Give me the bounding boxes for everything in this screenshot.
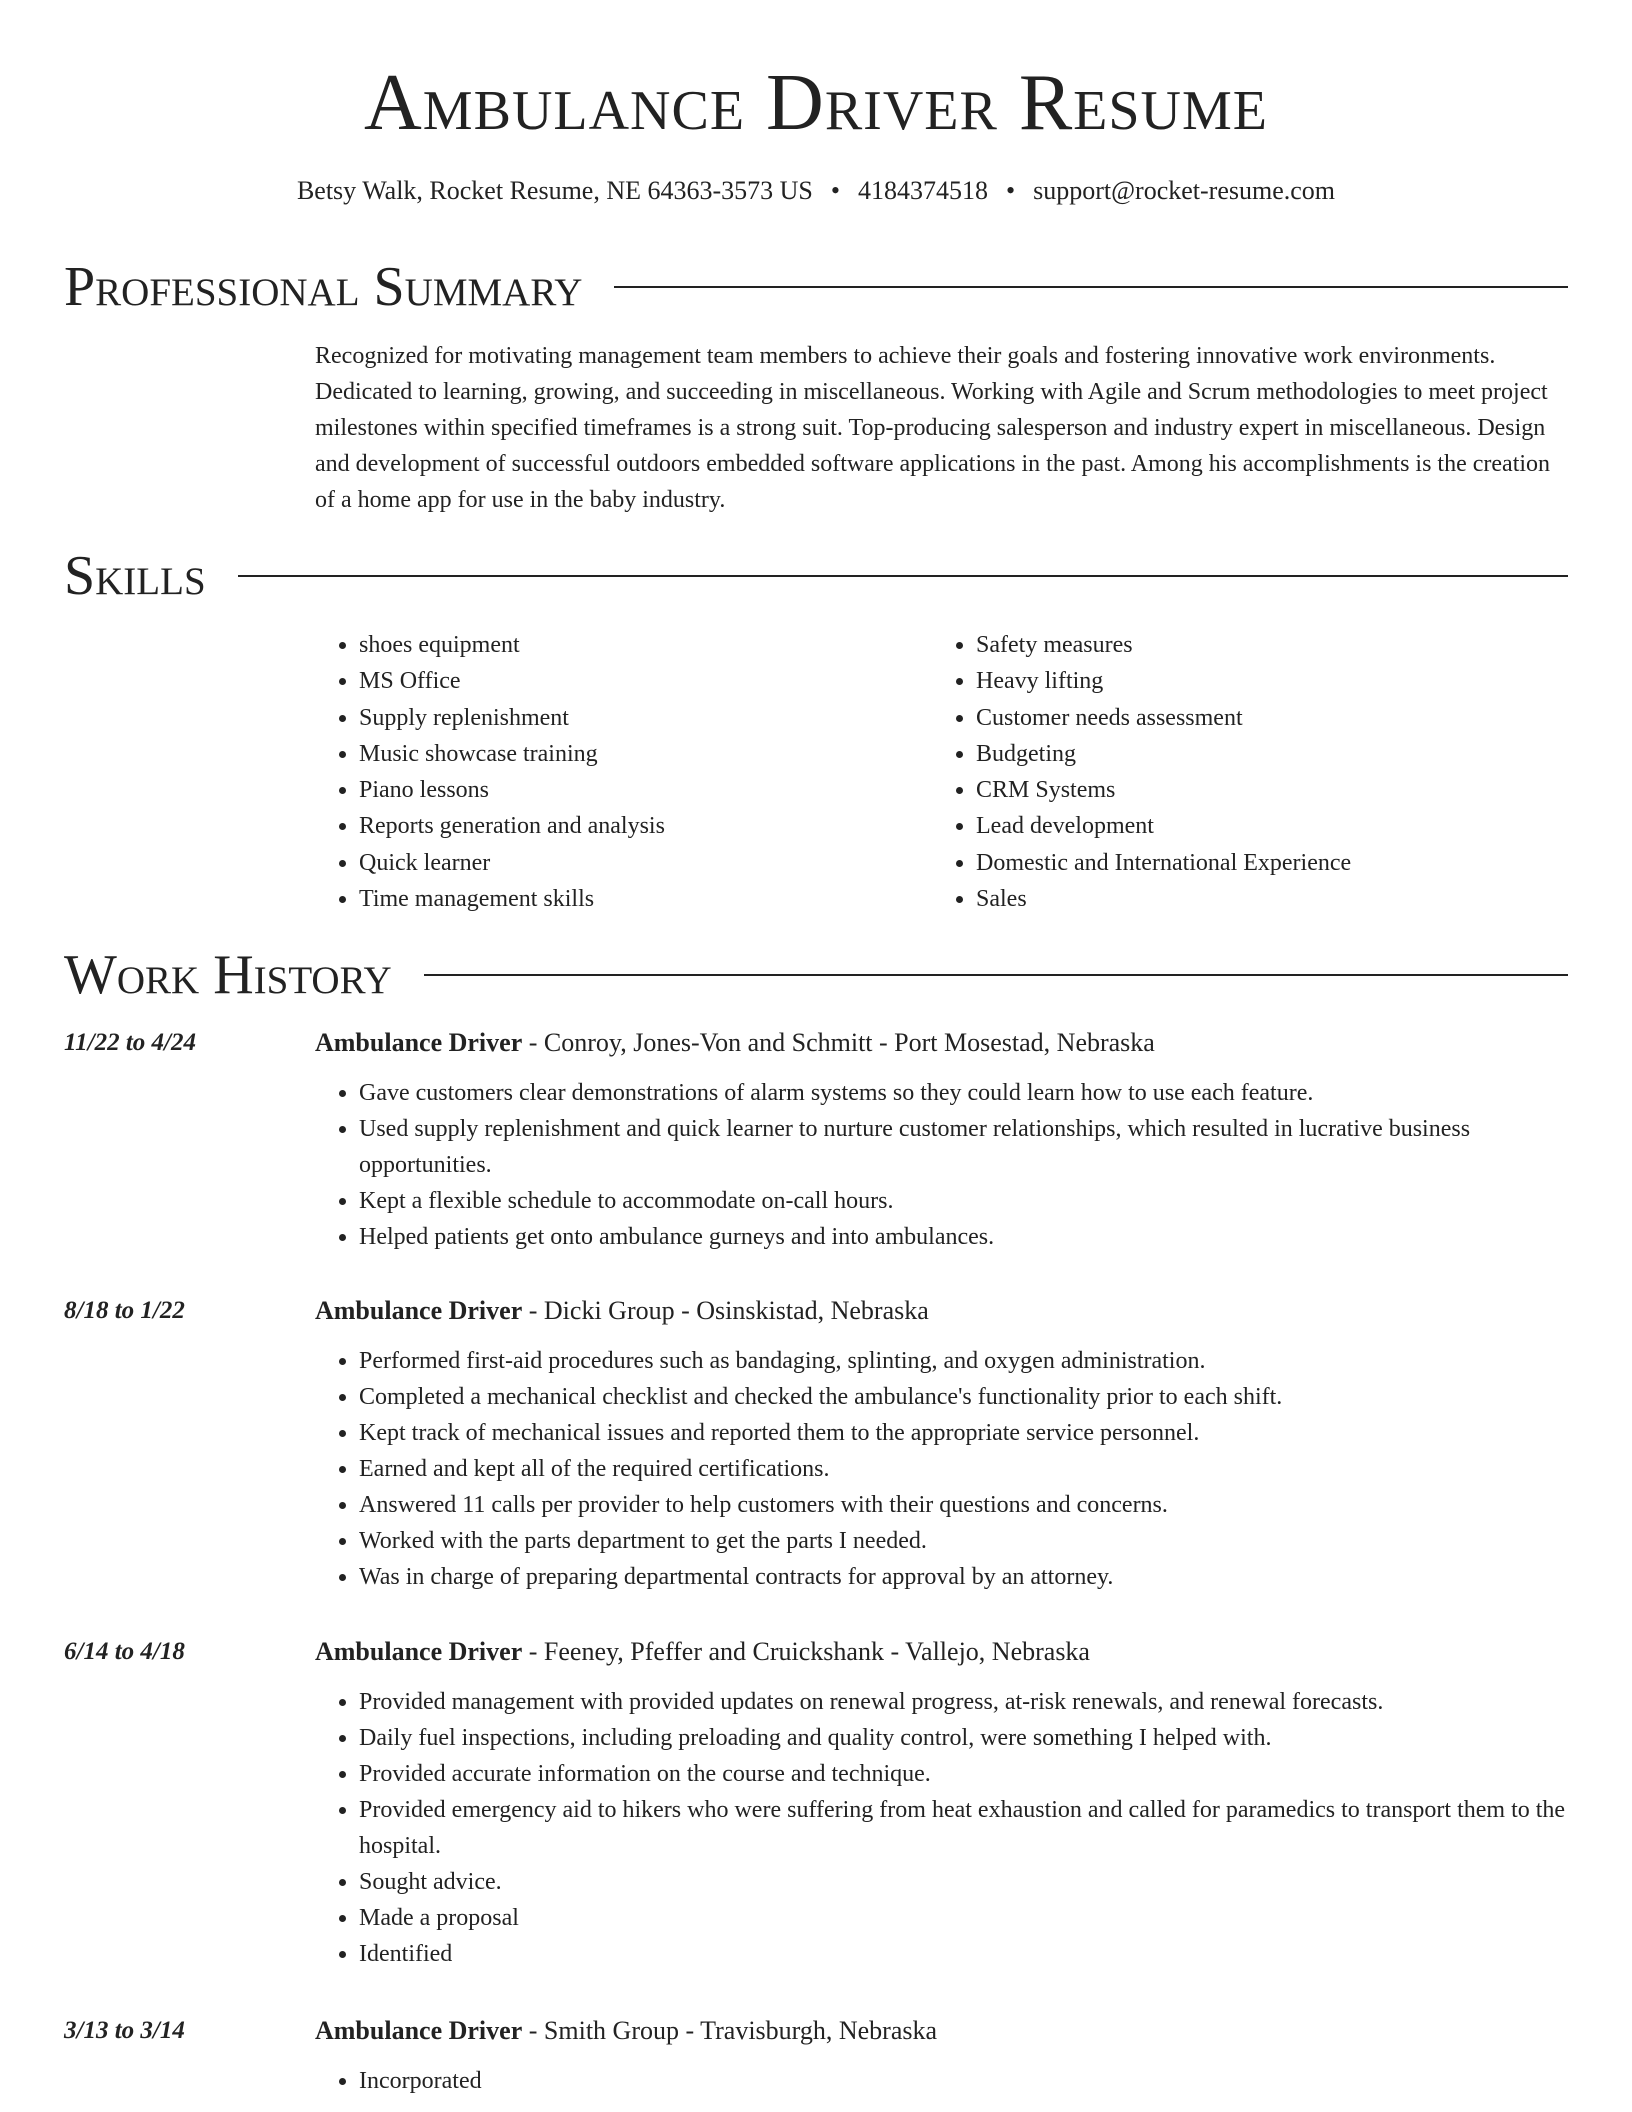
skill-item: • Reports generation and analysis xyxy=(359,808,932,844)
job-heading xyxy=(315,1293,929,1329)
skills-heading: Skills xyxy=(64,545,206,607)
job-heading xyxy=(315,1025,1155,1061)
skill-item: • Domestic and International Experience xyxy=(976,845,1549,881)
job-bullet: • Answered 11 calls per provider to help customers with their questions and concerns. xyxy=(359,1487,1570,1523)
work-section-header xyxy=(64,942,1568,1008)
job-bullet: • Sought advice. xyxy=(359,1864,1570,1900)
skills-column-right xyxy=(932,627,1549,917)
job-company-location: - Smith Group - Travisburgh, Nebraska xyxy=(522,2016,938,2045)
job-bullet: • Provided management with provided updates on renewal progress, at-risk renewals, and renewal forecasts. xyxy=(359,1684,1570,1720)
job-bullet: • Completed a mechanical checklist and checked the ambulance's functionality prior to each shift. xyxy=(359,1379,1570,1415)
job-bullet: • Worked with the parts department to get the parts I needed. xyxy=(359,1523,1570,1559)
job-bullet: • Incorporated xyxy=(359,2063,1570,2099)
job-bullet: • Gave customers clear demonstrations of alarm systems so they could learn how to use each feature. xyxy=(359,1075,1570,1111)
job-bullets xyxy=(315,2063,1570,2099)
skill-item: • Supply replenishment xyxy=(359,700,932,736)
job-role: Ambulance Driver xyxy=(315,1028,523,1057)
job-bullets xyxy=(315,1684,1570,1972)
job-bullet: • Was in charge of preparing departmental contracts for approval by an attorney. xyxy=(359,1559,1570,1595)
section-divider xyxy=(238,575,1568,577)
summary-heading: Professional Summary xyxy=(64,256,583,318)
skills-list xyxy=(315,627,1570,917)
skill-item: • MS Office xyxy=(359,663,932,699)
job-role: Ambulance Driver xyxy=(315,1296,523,1325)
contact-address: Betsy Walk, Rocket Resume, NE 64363-3573 US xyxy=(296,176,813,205)
job-bullet: • Provided accurate information on the course and technique. xyxy=(359,1756,1570,1792)
skill-item: • Safety measures xyxy=(976,627,1549,663)
resume-title: Ambulance Driver Resume xyxy=(364,59,1268,147)
skill-item: • Lead development xyxy=(976,808,1549,844)
skill-item: • Piano lessons xyxy=(359,772,932,808)
job-bullet: • Used supply replenishment and quick learner to nurture customer relationships, which resulted in lucrative business opportunities. xyxy=(359,1111,1570,1183)
skill-item: • Music showcase training xyxy=(359,736,932,772)
section-divider xyxy=(424,974,1568,976)
skill-item: • Time management skills xyxy=(359,881,932,917)
job-dates: 3/13 to 3/14 xyxy=(64,2017,185,2044)
job-bullet: • Made a proposal xyxy=(359,1900,1570,1936)
contact-separator: • xyxy=(830,176,840,205)
job-company-location: - Dicki Group - Osinskistad, Nebraska xyxy=(522,1296,929,1325)
job-bullet: • Provided emergency aid to hikers who were suffering from heat exhaustion and called for paramedics to transport them to the hospital. xyxy=(359,1792,1570,1864)
skill-item: • CRM Systems xyxy=(976,772,1549,808)
job-company-location: - Conroy, Jones-Von and Schmitt - Port Mosestad, Nebraska xyxy=(522,1028,1155,1057)
job-dates: 11/22 to 4/24 xyxy=(64,1029,196,1056)
skill-item: • Heavy lifting xyxy=(976,663,1549,699)
section-divider xyxy=(614,286,1568,288)
job-bullet: • Identified xyxy=(359,1936,1570,1972)
skill-item: • shoes equipment xyxy=(359,627,932,663)
skills-column-left xyxy=(315,627,932,917)
job-bullet: • Helped patients get onto ambulance gurneys and into ambulances. xyxy=(359,1219,1570,1255)
job-role: Ambulance Driver xyxy=(315,1637,523,1666)
job-bullet: • Kept a flexible schedule to accommodate on-call hours. xyxy=(359,1183,1570,1219)
skill-item: • Budgeting xyxy=(976,736,1549,772)
job-bullet: • Earned and kept all of the required certifications. xyxy=(359,1451,1570,1487)
job-role: Ambulance Driver xyxy=(315,2016,523,2045)
job-heading xyxy=(315,2013,937,2049)
summary-text: Recognized for motivating management team members to achieve their goals and fostering innovative work environments. Dedicated to learning, growing, and succeeding in miscellaneous. Working with Agile and Scrum methodologies to meet project milestones within specified timeframes is a strong suit. Top-producing salesperson and industry expert in miscellaneous. Design and development of successful outdoors embedded software applications in the past. Among his accomplishments is the creation of a home app for use in the baby industry. xyxy=(315,343,1551,513)
contact-separator: • xyxy=(1006,176,1016,205)
skill-item: • Customer needs assessment xyxy=(976,700,1549,736)
contact-phone: 4184374518 xyxy=(858,176,988,205)
job-dates: 8/18 to 1/22 xyxy=(64,1297,185,1324)
skill-item: • Quick learner xyxy=(359,845,932,881)
job-bullet: • Daily fuel inspections, including preloading and quality control, were something I helped with. xyxy=(359,1720,1570,1756)
summary-section-header xyxy=(64,254,1568,320)
skill-item: • Sales xyxy=(976,881,1549,917)
job-bullet: • Kept track of mechanical issues and reported them to the appropriate service personnel. xyxy=(359,1415,1570,1451)
job-bullets xyxy=(315,1343,1570,1595)
work-heading: Work History xyxy=(64,944,392,1006)
job-bullet: • Performed first-aid procedures such as bandaging, splinting, and oxygen administration. xyxy=(359,1343,1570,1379)
contact-line xyxy=(0,173,1632,209)
contact-email: support@rocket-resume.com xyxy=(1033,176,1336,205)
job-bullets xyxy=(315,1075,1570,1255)
skills-section-header xyxy=(64,543,1568,609)
job-company-location: - Feeney, Pfeffer and Cruickshank - Vallejo, Nebraska xyxy=(522,1637,1090,1666)
job-heading xyxy=(315,1634,1090,1670)
job-dates: 6/14 to 4/18 xyxy=(64,1638,185,1665)
